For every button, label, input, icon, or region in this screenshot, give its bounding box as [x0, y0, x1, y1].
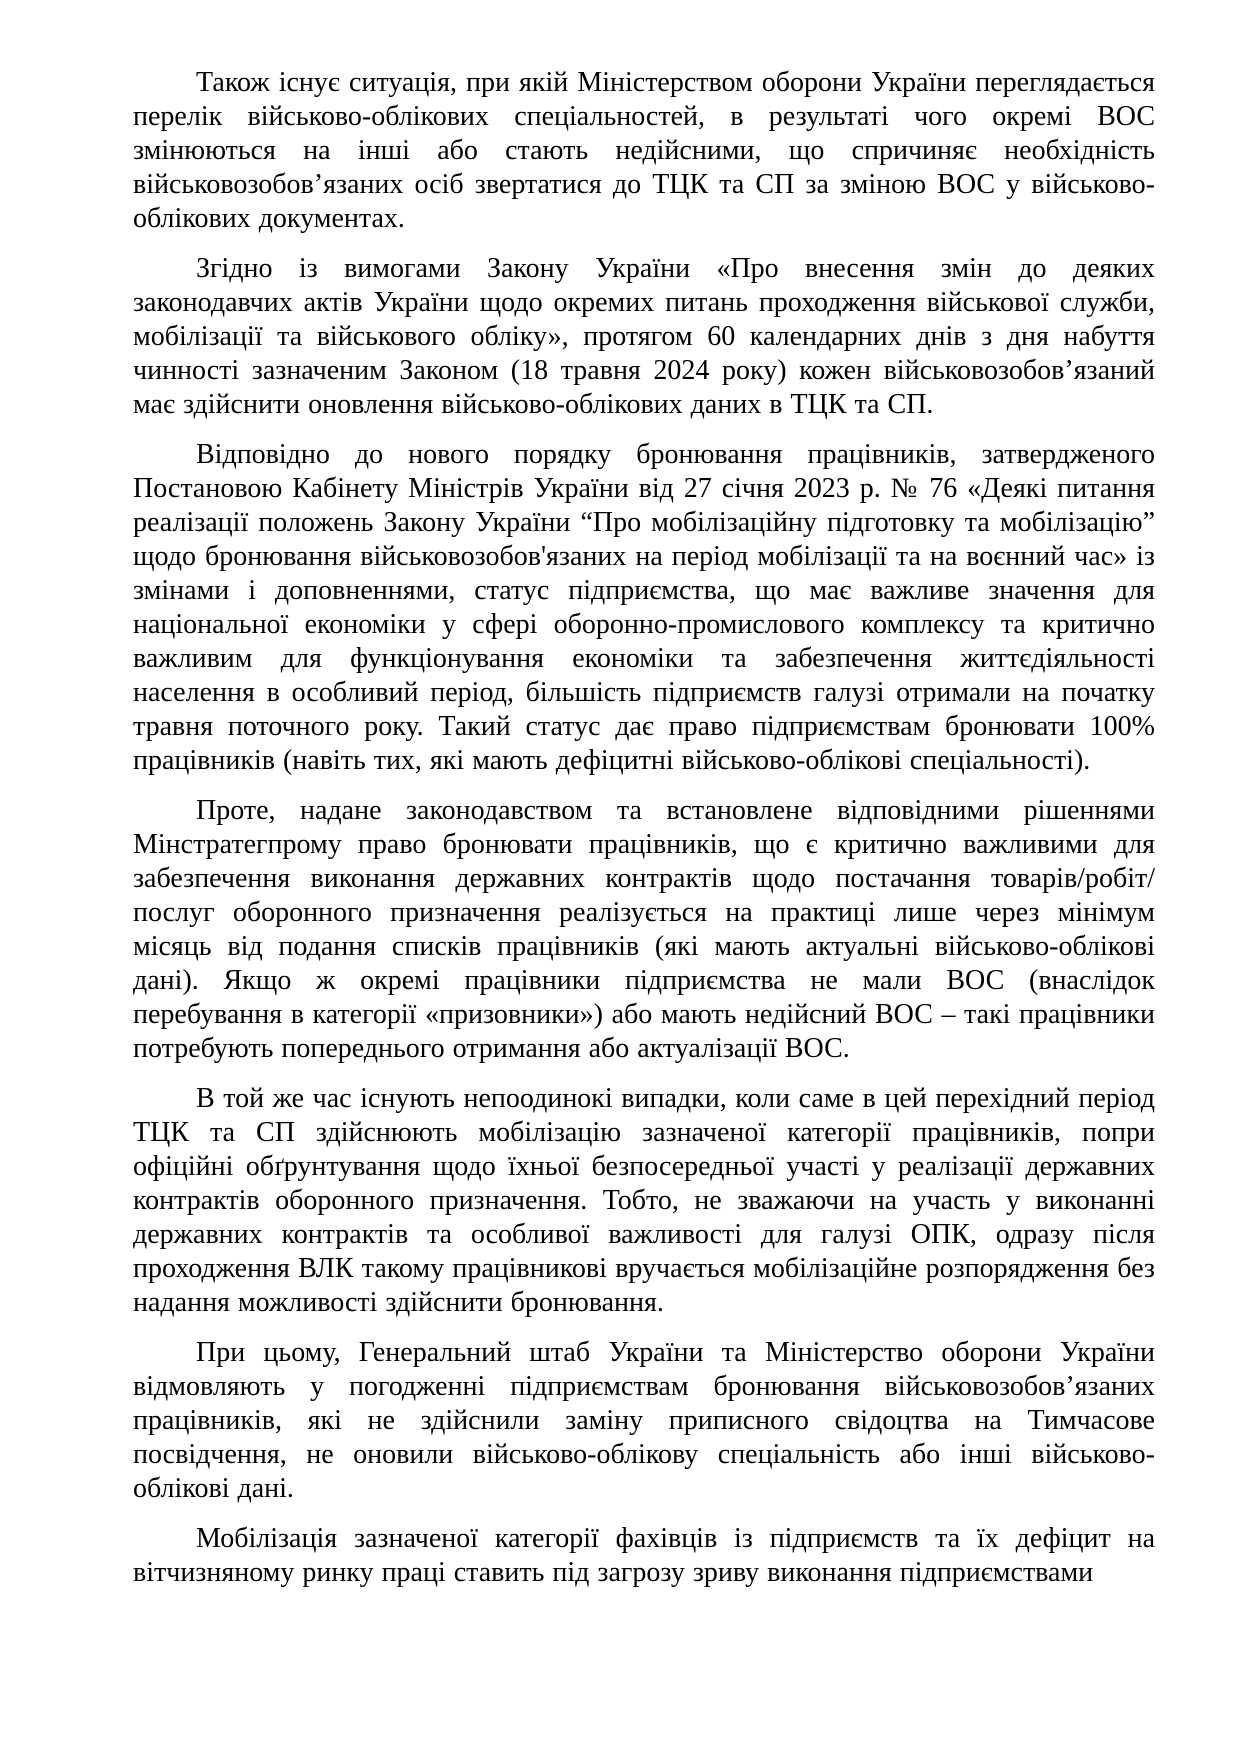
paragraph: В той же час існують непоодинокі випадки, коли саме в цей перехідний період ТЦК та СП здійснюють мобілізацію зазначеної категорії працівників, попри офіційні обґрунтування щодо їхньої безпосередньої участі у реалізації державних контрактів оборонного призначення. Тобто, не зважаючи на участь у виконанні державних контрактів та особливої важливості для галузі ОПК, одразу після проходження ВЛК такому працівникові вручається мобілізаційне розпорядження без надання можливості здійснити бронювання. — [133, 1083, 1155, 1318]
paragraph: Відповідно до нового порядку бронювання працівників, затвердженого Постановою Кабінету Міністрів України від 27 січня 2023 р. № 76 «Деякі питання реалізації положень Закону України “Про мобілізаційну підготовку та мобілізацію” щодо бронювання військовозобов'язаних на період мобілізації та на воєнний час» із змінами і доповненнями, статус підприємства, що має важливе значення для національної економіки у сфері оборонно-промислового комплексу та критично важливим для функціонування економіки та забезпечення життєдіяльності населення в особливий період, більшість підприємств галузі отримали на початку травня поточного року. Такий статус дає право підприємствам бронювати 100% працівників (навіть тих, які мають дефіцитні військово-облікові спеціальності). — [133, 439, 1155, 776]
paragraph: Згідно із вимогами Закону України «Про внесення змін до деяких законодавчих актів України щодо окремих питань проходження військової служби, мобілізації та військового обліку», протягом 60 календарних днів з дня набуття чинності зазначеним Законом (18 травня 2024 року) кожен військовозобов’язаний має здійснити оновлення військово-облікових даних в ТЦК та СП. — [133, 253, 1155, 420]
paragraph: При цьому, Генеральний штаб України та Міністерство оборони України відмовляють у погодженні підприємствам бронювання військовозобов’язаних працівників, які не здійснили заміну приписного свідоцтва на Тимчасове посвідчення, не оновили військово-облікову спеціальність або інші військово-облікові дані. — [133, 1337, 1155, 1504]
paragraph: Мобілізація зазначеної категорії фахівців із підприємств та їх дефіцит на вітчизняному ринку праці ставить під загрозу зриву виконання підприємствами — [133, 1523, 1155, 1588]
paragraph: Також існує ситуація, при якій Міністерством оборони України переглядається перелік військово-облікових спеціальностей, в результаті чого окремі ВОС змінюються на інші або стають недійсними, що спричиняє необхідність військовозобов’язаних осіб звертатися до ТЦК та СП за зміною ВОС у військово-облікових документах. — [133, 67, 1155, 234]
paragraph: Проте, надане законодавством та встановлене відповідними рішеннями Мінстратегпрому право бронювати працівників, що є критично важливими для забезпечення виконання державних контрактів щодо постачання товарів/робіт/послуг оборонного призначення реалізується на практиці лише через мінімум місяць від подання списків працівників (які мають актуальні військово-облікові дані). Якщо ж окремі працівники підприємства не мали ВОС (внаслідок перебування в категорії «призовники») або мають недійсний ВОС – такі працівники потребують попереднього отримання або актуалізації ВОС. — [133, 795, 1155, 1064]
